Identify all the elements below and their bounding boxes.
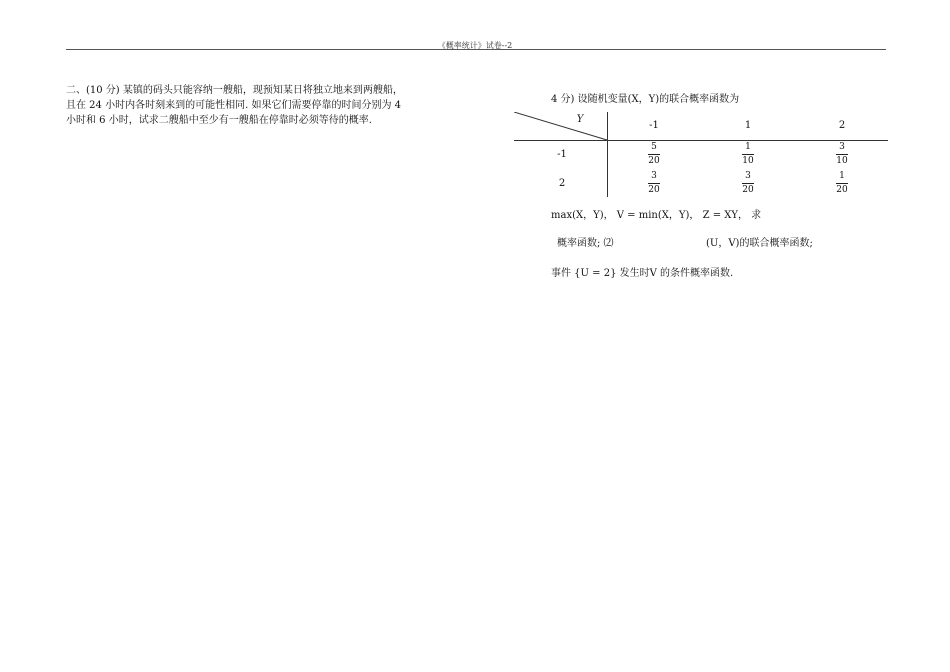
denominator: 20 <box>836 185 848 195</box>
fraction-bar <box>836 154 848 155</box>
col-header: -1 <box>649 120 659 131</box>
fraction-bar <box>648 183 660 184</box>
problem-line-2: 且在 24 小时内各时刻来到的可能性相同. 如果它们需要停靠的时间分别为 4 <box>66 100 401 111</box>
question-part-b: (U，V)的联合概率函数; <box>706 238 813 249</box>
denominator: 10 <box>836 156 848 166</box>
prob-cell <box>742 142 754 167</box>
question-part-a: 概率函数; ⑵ <box>557 238 614 249</box>
page-header-title: 《概率统计》试卷--2 <box>437 41 513 50</box>
table-row-header-rule <box>607 112 608 197</box>
numerator: 3 <box>745 171 751 181</box>
denominator: 20 <box>648 156 660 166</box>
prob-cell <box>836 142 848 167</box>
problem-line-3: 小时和 6 小时，试求二艘船中至少有一艘船在停靠时必须等待的概率. <box>66 115 372 126</box>
numerator: 1 <box>839 171 845 181</box>
denominator: 20 <box>742 185 754 195</box>
table-corner-label: Y <box>576 114 584 125</box>
denominator: 20 <box>648 185 660 195</box>
definitions-line: max(X，Y)， V = min(X，Y)， Z = XY， 求 <box>551 210 762 221</box>
fraction-bar <box>742 183 754 184</box>
fraction-bar <box>836 183 848 184</box>
left-problem-text <box>66 83 446 128</box>
right-problem-intro: 4 分) 设随机变量(X，Y)的联合概率函数为 <box>551 94 740 105</box>
prob-cell <box>836 171 848 196</box>
table-header-rule <box>514 140 888 141</box>
prob-cell <box>648 142 660 167</box>
prob-cell <box>742 171 754 196</box>
denominator: 10 <box>742 156 754 166</box>
header-rule <box>66 49 886 50</box>
problem-line-1: 二、(10 分) 某镇的码头只能容纳一艘船，现预知某日将独立地来到两艘船， <box>66 85 403 96</box>
table-diagonal-line <box>514 112 608 141</box>
fraction-bar <box>648 154 660 155</box>
row-header: -1 <box>557 149 567 160</box>
col-header: 1 <box>744 120 752 131</box>
numerator: 1 <box>745 142 751 152</box>
prob-cell <box>648 171 660 196</box>
question-part-c: 事件 {U = 2} 发生时V 的条件概率函数. <box>551 268 734 279</box>
row-header: 2 <box>558 178 566 189</box>
numerator: 5 <box>651 142 657 152</box>
numerator: 3 <box>839 142 845 152</box>
joint-probability-table <box>514 112 888 197</box>
fraction-bar <box>742 154 754 155</box>
col-header: 2 <box>838 120 846 131</box>
numerator: 3 <box>651 171 657 181</box>
